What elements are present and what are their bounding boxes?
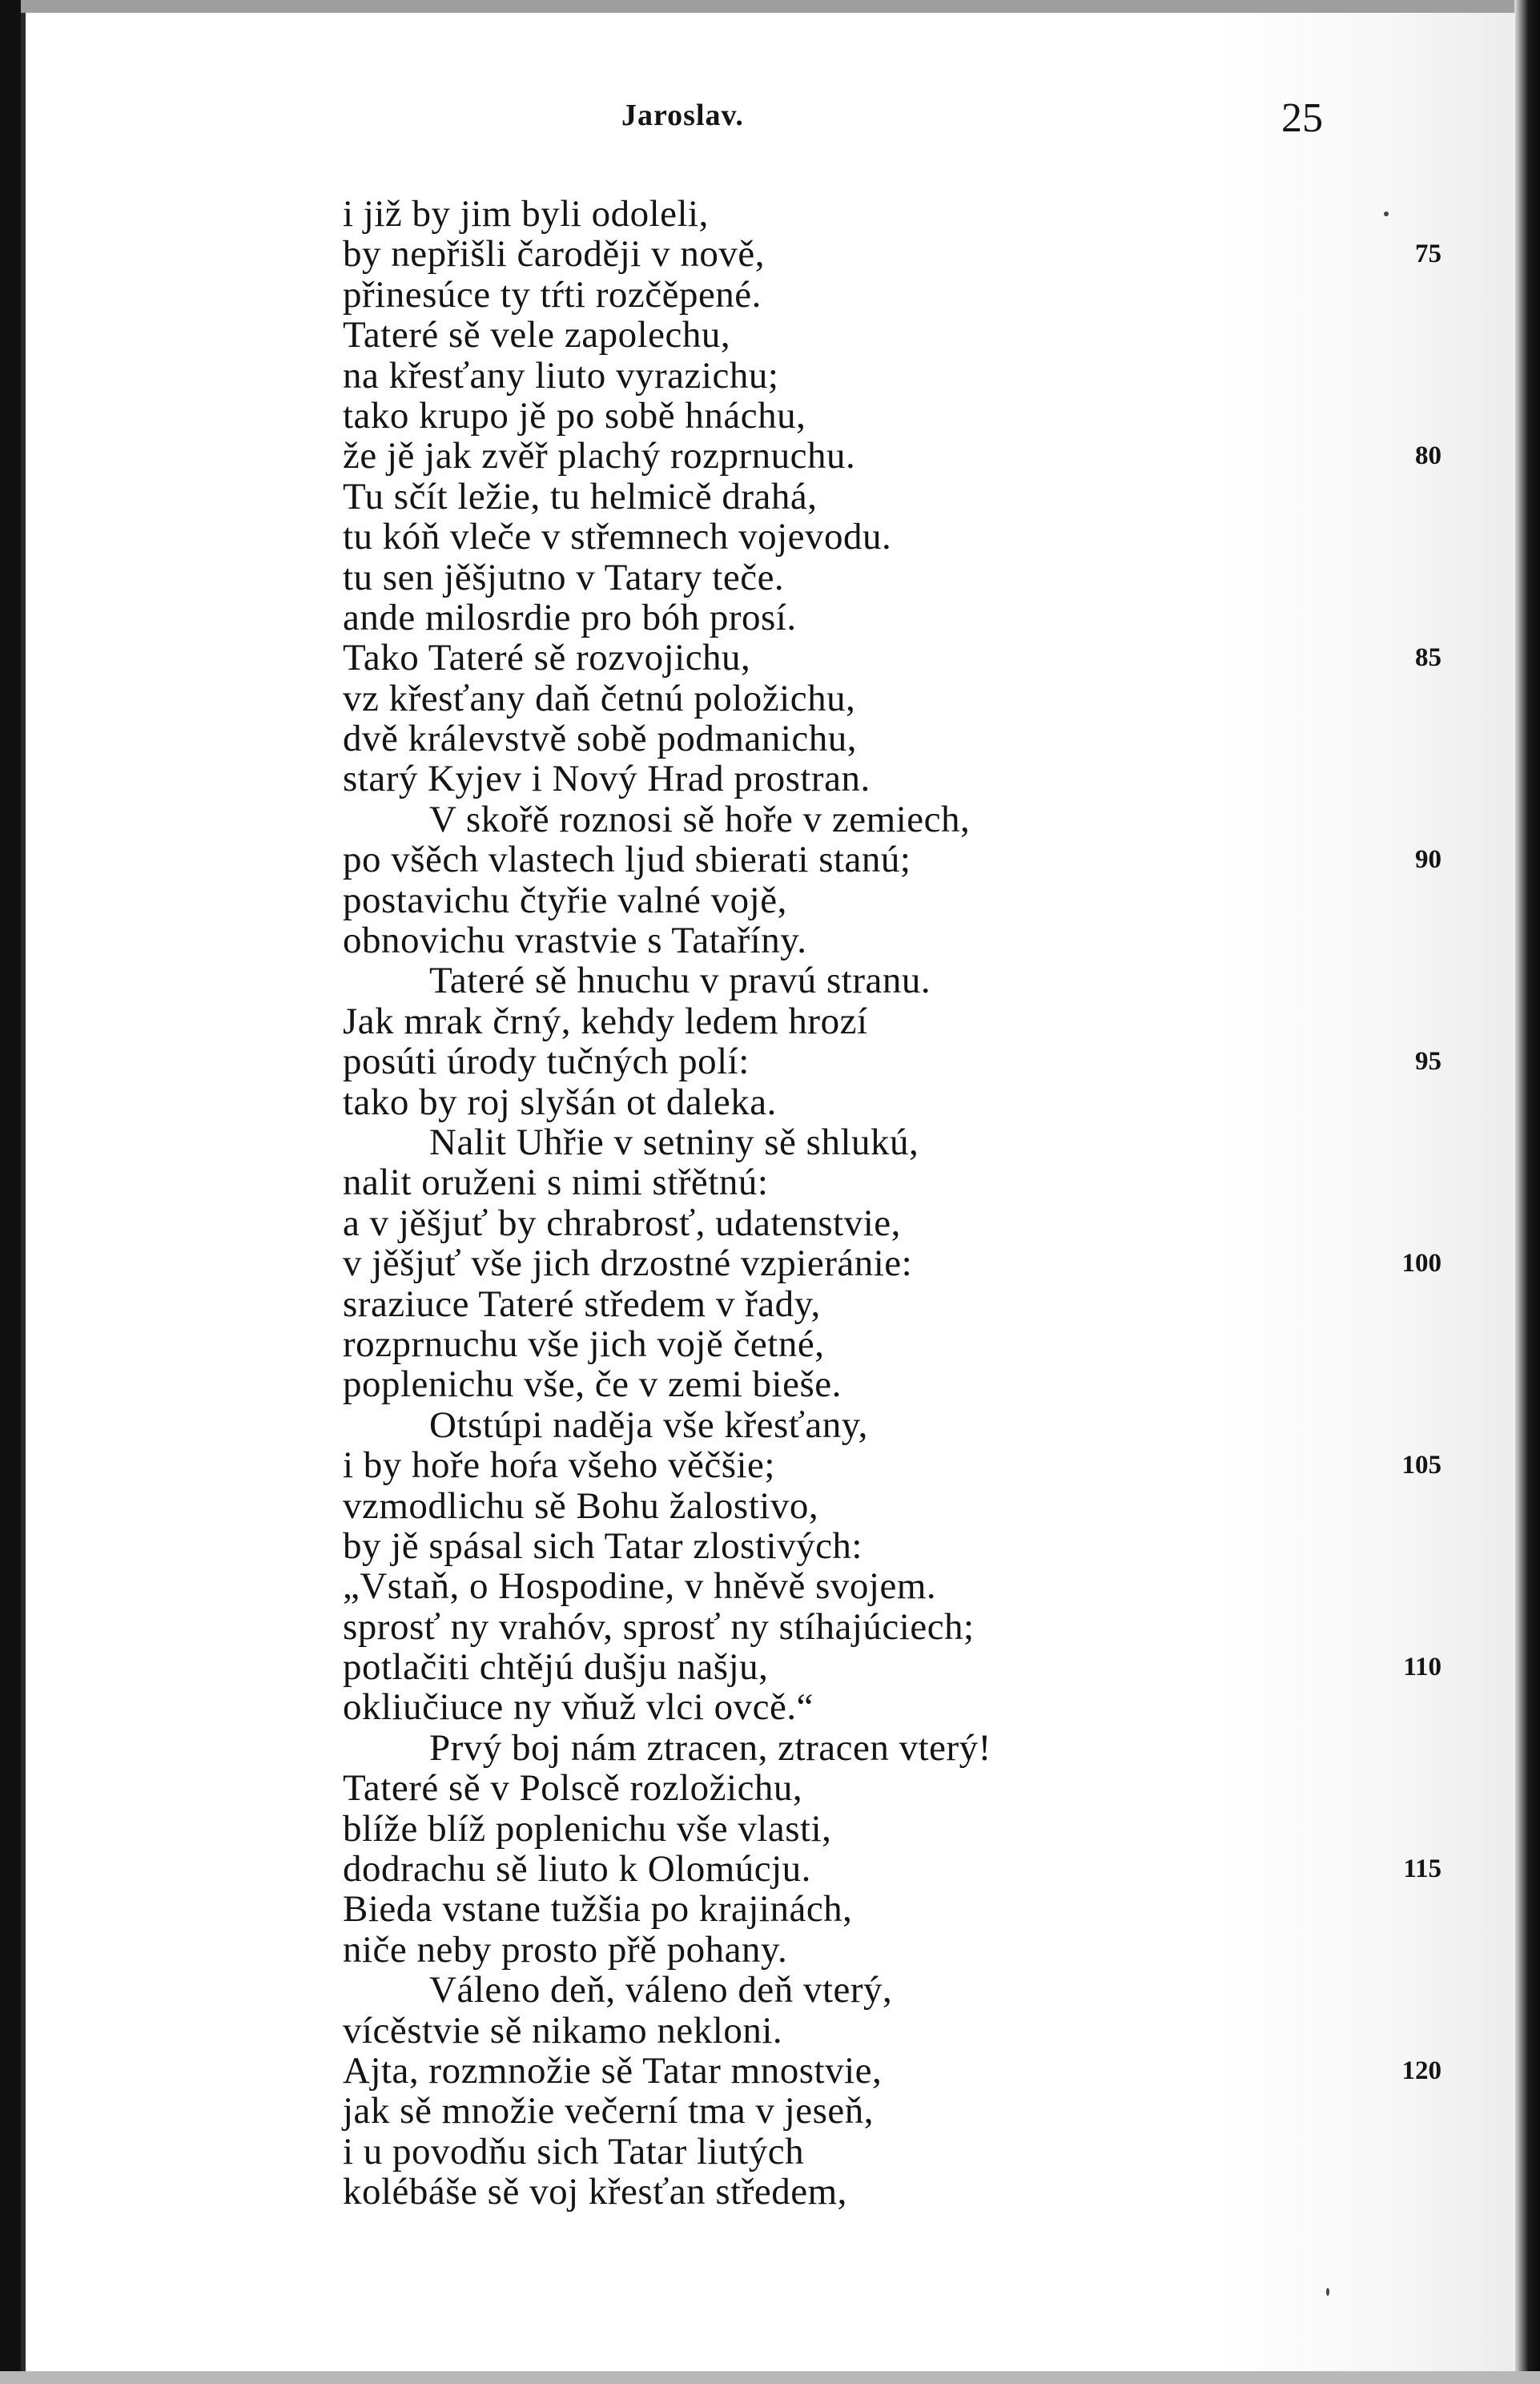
verse-line: po všěch vlastech ljud sbierati stanú;: [343, 839, 911, 881]
verse-line: Ajta, rozmnožie sě Tatar mnostvie,: [343, 2049, 883, 2092]
verse-line: kolébáše sě voj křesťan středem,: [343, 2171, 847, 2213]
verse-line: i již by jim byli odoleli,: [343, 193, 709, 235]
page-number: 25: [1281, 95, 1323, 141]
verse-line: tako by roj slyšán ot daleka.: [343, 1081, 777, 1123]
scan-border-top: [0, 0, 1540, 13]
verse-line: Tako Tateré sě rozvojichu,: [343, 637, 751, 679]
verse-line: tako krupo jě po sobě hnáchu,: [343, 394, 806, 437]
verse-line: by nepřišli čaroději v nově,: [343, 233, 765, 276]
verse-line: že jě jak zvěř plachý rozprnuchu.: [343, 435, 856, 477]
verse-line: blíže blíž poplenichu vše vlasti,: [343, 1807, 832, 1850]
verse-line: starý Kyjev i Nový Hrad prostran.: [343, 758, 871, 800]
verse-line: i by hoře hoŕa všeho věčšie;: [343, 1444, 775, 1487]
verse-line: Bieda vstane tužšia po krajinách,: [343, 1888, 853, 1931]
line-number: 95: [1415, 1047, 1441, 1077]
verse-line: obnovichu vrastvie s Tataříny.: [343, 920, 807, 962]
verse-line: okliučiuce ny vňuž vlci ovcě.“: [343, 1686, 814, 1729]
line-number: 120: [1401, 2056, 1441, 2086]
line-number: 90: [1415, 845, 1441, 875]
verse-line: na křesťany liuto vyrazichu;: [343, 354, 779, 397]
verse-line: v jěšjuť vše jich drzostné vzpieránie:: [343, 1242, 913, 1285]
verse-line: rozprnuchu vše jich vojě četné,: [343, 1323, 825, 1365]
verse-line: Tateré sě v Polscě rozložichu,: [343, 1767, 803, 1810]
verse-line: nalit oruženi s nimi střětnú:: [343, 1162, 769, 1204]
verse-line: Nalit Uhřie v setniny sě shlukú,: [429, 1121, 919, 1163]
verse-line: ande milosrdie pro bóh prosí.: [343, 596, 797, 638]
verse-line: Prvý boj nám ztracen, ztracen vterý!: [429, 1726, 991, 1769]
verse-line: potlačiti chtějú dušju našju,: [343, 1646, 769, 1689]
page-shadow-left: [21, 13, 26, 2371]
verse-line: tu kóň vleče v střemnech vojevodu.: [343, 516, 892, 558]
ink-speck: [1326, 2288, 1329, 2296]
verse-line: posúti úrody tučných polí:: [343, 1041, 750, 1083]
verse-line: dodrachu sě liuto k Olomúcju.: [343, 1848, 811, 1891]
verse-line: postavichu čtyřie valné vojě,: [343, 879, 787, 921]
verse-line: by jě spásal sich Tatar zlostivých:: [343, 1524, 862, 1567]
line-number: 75: [1415, 240, 1441, 269]
verse-line: dvě králevstvě sobě podmanichu,: [343, 718, 857, 760]
line-number: 115: [1403, 1854, 1441, 1884]
ink-speck: [1384, 211, 1389, 216]
running-head: Jaroslav.: [621, 99, 744, 132]
verse-line: tu sen jěšjutno v Tatary teče.: [343, 556, 785, 598]
line-number: 100: [1401, 1249, 1441, 1279]
verse-line: Tateré sě vele zapolechu,: [343, 314, 731, 356]
verse-line: sraziuce Tateré středem v řady,: [343, 1283, 821, 1325]
verse-line: V skořě roznosi sě hoře v zemiech,: [429, 798, 971, 840]
verse-line: „Vstaň, o Hospodine, v hněvě svojem.: [343, 1565, 937, 1608]
verse-line: vzmodlichu sě Bohu žalostivo,: [343, 1484, 819, 1527]
verse-line: přinesúce ty tŕti rozčěpené.: [343, 273, 762, 316]
scan-border-right: [1514, 0, 1540, 2384]
verse-line: Tateré sě hnuchu v pravú stranu.: [429, 960, 931, 1002]
verse-line: Tu sčít ležie, tu helmicě drahá,: [343, 475, 818, 517]
verse-line: i u povodňu sich Tatar liutých: [343, 2130, 805, 2173]
line-number: 105: [1401, 1451, 1441, 1480]
line-number: 110: [1403, 1653, 1441, 1682]
verse-line: a v jěšjuť by chrabrosť, udatenstvie,: [343, 1202, 901, 1244]
verse-line: jak sě množie večerní tma v jeseň,: [343, 2090, 874, 2132]
verse-line: Jak mrak črný, kehdy ledem hrozí: [343, 1000, 868, 1042]
verse-line: vícěstvie sě nikamo nekloni.: [343, 2009, 783, 2052]
line-number: 85: [1415, 643, 1441, 673]
verse-line: niče neby prosto přě pohany.: [343, 1928, 788, 1971]
verse-line: vz křesťany daň četnú položichu,: [343, 677, 856, 719]
verse-text: [343, 194, 1224, 2213]
verse-line: sprosť ny vrahóv, sprosť ny stíhajúciech;: [343, 1605, 975, 1648]
scan-border-left: [0, 0, 21, 2384]
line-number: 80: [1415, 441, 1441, 471]
verse-line: Váleno deň, váleno deň vterý,: [429, 1969, 893, 2011]
verse-line: poplenichu vše, če v zemi bieše.: [343, 1363, 842, 1406]
scan-border-bottom: [0, 2371, 1540, 2384]
verse-line: Otstúpi naděja vše křesťany,: [429, 1403, 868, 1446]
